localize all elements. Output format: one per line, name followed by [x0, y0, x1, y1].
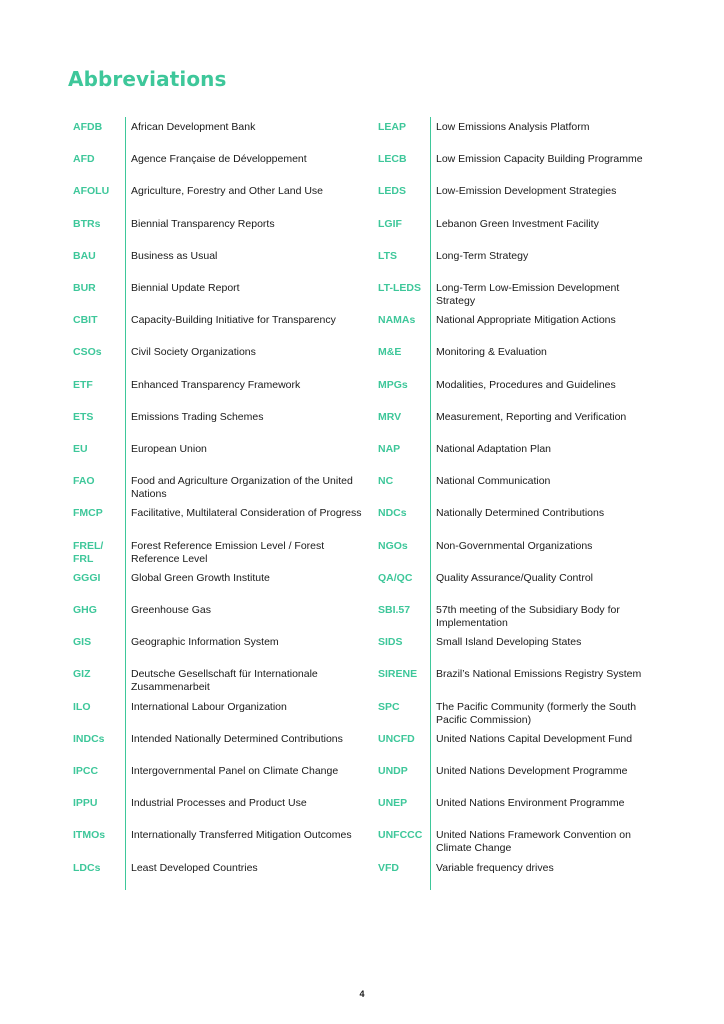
abbreviation-term: FMCP	[73, 507, 103, 520]
abbreviation-definition: Least Developed Countries	[131, 861, 258, 874]
abbreviation-term: MPGs	[378, 378, 408, 391]
abbreviation-term: AFOLU	[73, 185, 110, 198]
abbreviations-left-column	[68, 117, 363, 890]
abbreviation-definition: Enhanced Transparency Framework	[131, 378, 301, 391]
abbreviation-definition: Capacity-Building Initiative for Transparency	[131, 314, 336, 327]
abbreviation-definition: Variable frequency drives	[436, 861, 554, 874]
abbreviation-entry	[68, 793, 363, 825]
abbreviation-definition: 57th meeting of the Subsidiary Body for Implementation	[436, 604, 620, 629]
abbreviation-entry	[373, 342, 658, 374]
abbreviation-definition: Low Emission Capacity Building Programme	[436, 153, 643, 166]
abbreviation-definition: Quality Assurance/Quality Control	[436, 571, 593, 584]
abbreviation-definition: Monitoring & Evaluation	[436, 346, 547, 359]
abbreviation-entry	[68, 214, 363, 246]
abbreviation-entry	[68, 407, 363, 439]
abbreviation-term: NC	[378, 475, 394, 488]
abbreviation-entry	[68, 825, 363, 857]
abbreviation-term: SIDS	[378, 636, 403, 649]
abbreviation-definition: Nationally Determined Contributions	[436, 507, 605, 520]
abbreviation-definition: Business as Usual	[131, 249, 218, 262]
abbreviation-entry	[68, 858, 363, 890]
abbreviation-term: INDCs	[73, 732, 105, 745]
abbreviation-entry	[68, 761, 363, 793]
abbreviation-entry	[373, 149, 658, 181]
abbreviation-definition: United Nations Framework Convention on Climate Change	[436, 829, 631, 855]
abbreviation-entry	[373, 536, 658, 568]
abbreviation-definition: Deutsche Gesellschaft für Internationale Zusammenarbeit	[131, 668, 318, 694]
abbreviation-term: UNFCCC	[378, 829, 423, 842]
abbreviation-definition: Emissions Trading Schemes	[131, 410, 264, 423]
abbreviation-definition: Internationally Transferred Mitigation Outcomes	[131, 829, 352, 842]
abbreviation-term: BAU	[73, 249, 96, 262]
abbreviation-entry	[373, 246, 658, 278]
abbreviation-definition: Non-Governmental Organizations	[436, 539, 593, 552]
abbreviation-term: SPC	[378, 700, 400, 713]
abbreviation-entry	[373, 278, 658, 310]
abbreviation-term: NDCs	[378, 507, 407, 520]
abbreviation-entry	[373, 697, 658, 729]
abbreviation-term: IPCC	[73, 765, 99, 777]
abbreviation-definition: Lebanon Green Investment Facility	[436, 217, 599, 230]
abbreviation-entry	[373, 664, 658, 696]
abbreviation-entry	[68, 568, 363, 600]
abbreviation-definition: Facilitative, Multilateral Consideration of Progress	[131, 507, 362, 520]
abbreviation-entry	[373, 214, 658, 246]
abbreviation-term: LDCs	[73, 861, 101, 874]
abbreviation-definition: National Communication	[436, 475, 551, 488]
abbreviation-term: EU	[73, 443, 88, 455]
page-number: 4	[359, 989, 365, 999]
abbreviation-definition: Low Emissions Analysis Platform	[436, 121, 590, 133]
abbreviation-term: GIZ	[73, 668, 91, 681]
abbreviation-entry	[68, 503, 363, 535]
abbreviation-term: UNDP	[378, 765, 408, 777]
abbreviation-entry	[68, 181, 363, 213]
abbreviation-term: LECB	[378, 153, 407, 166]
abbreviation-definition: Global Green Growth Institute	[131, 571, 270, 584]
abbreviation-entry	[68, 664, 363, 696]
abbreviation-entry	[68, 439, 363, 471]
abbreviation-definition: Intended Nationally Determined Contributions	[131, 732, 343, 745]
abbreviation-term: ETF	[73, 378, 93, 391]
abbreviation-definition: National Adaptation Plan	[436, 443, 552, 455]
abbreviation-definition: Biennial Update Report	[131, 282, 240, 294]
abbreviation-entry	[373, 568, 658, 600]
abbreviation-entry	[373, 600, 658, 632]
abbreviation-entry	[373, 117, 658, 149]
abbreviation-entry	[68, 278, 363, 310]
abbreviation-entry	[68, 471, 363, 503]
abbreviation-definition: Forest Reference Emission Level / Forest Reference Level	[131, 539, 325, 565]
abbreviation-definition: Agriculture, Forestry and Other Land Use	[131, 185, 324, 198]
abbreviation-definition: United Nations Capital Development Fund	[436, 732, 633, 745]
abbreviation-definition: Intergovernmental Panel on Climate Change	[131, 765, 339, 777]
abbreviation-term: FAO	[73, 475, 95, 488]
abbreviations-right-column	[373, 117, 658, 890]
page-title: Abbreviations	[68, 67, 227, 91]
abbreviation-definition: Brazil’s National Emissions Registry System	[436, 668, 642, 681]
abbreviation-entry	[373, 407, 658, 439]
abbreviation-definition: Small Island Developing States	[436, 636, 582, 649]
abbreviation-entry	[68, 600, 363, 632]
abbreviation-term: QA/QC	[378, 571, 413, 584]
abbreviation-entry	[68, 246, 363, 278]
abbreviation-term: ILO	[73, 700, 91, 713]
abbreviation-definition: Food and Agriculture Organization of the United Nations	[131, 475, 353, 501]
abbreviation-entry	[373, 471, 658, 503]
abbreviation-term: BUR	[73, 282, 96, 294]
abbreviation-definition: United Nations Development Programme	[436, 765, 628, 777]
abbreviation-term: SIRENE	[378, 668, 418, 681]
abbreviation-definition: Measurement, Reporting and Verification	[436, 410, 627, 423]
abbreviation-definition: Biennial Transparency Reports	[131, 217, 275, 230]
abbreviation-term: NAP	[378, 443, 401, 455]
abbreviation-definition: European Union	[131, 443, 207, 455]
abbreviation-definition: Low-Emission Development Strategies	[436, 185, 617, 198]
abbreviation-entry	[373, 729, 658, 761]
abbreviation-definition: African Development Bank	[131, 121, 256, 133]
abbreviation-entry	[373, 793, 658, 825]
abbreviation-entry	[68, 729, 363, 761]
abbreviation-term: GHG	[73, 604, 97, 616]
abbreviation-definition: Long-Term Strategy	[436, 249, 529, 262]
abbreviation-term: LGIF	[378, 217, 402, 230]
abbreviation-term: ETS	[73, 410, 94, 423]
abbreviation-entry	[373, 503, 658, 535]
abbreviation-definition: Greenhouse Gas	[131, 604, 211, 616]
abbreviation-term: M&E	[378, 346, 402, 359]
abbreviation-term: LEDS	[378, 185, 407, 198]
abbreviation-term: GGGI	[73, 571, 101, 584]
abbreviation-entry	[373, 858, 658, 890]
abbreviation-term: AFDB	[73, 121, 103, 133]
abbreviation-term: UNCFD	[378, 732, 415, 745]
abbreviation-term: SBI.57	[378, 604, 411, 616]
abbreviation-entry	[373, 181, 658, 213]
abbreviation-definition: International Labour Organization	[131, 700, 287, 713]
abbreviation-definition: Industrial Processes and Product Use	[131, 797, 307, 810]
abbreviation-entry	[68, 697, 363, 729]
abbreviation-entry	[68, 149, 363, 181]
abbreviation-term: UNEP	[378, 797, 408, 810]
abbreviation-entry	[373, 375, 658, 407]
abbreviation-entry	[373, 310, 658, 342]
abbreviation-term: LT-LEDS	[378, 282, 421, 294]
abbreviation-term: AFD	[73, 153, 95, 166]
abbreviation-term: CSOs	[73, 346, 102, 359]
abbreviation-entry	[373, 825, 658, 857]
abbreviation-entry	[68, 342, 363, 374]
abbreviation-entry	[68, 536, 363, 568]
abbreviation-entry	[68, 310, 363, 342]
abbreviation-term: IPPU	[73, 797, 98, 810]
abbreviation-definition: Civil Society Organizations	[131, 346, 256, 359]
abbreviation-entry	[373, 761, 658, 793]
abbreviation-entry	[373, 439, 658, 471]
abbreviation-term: GIS	[73, 636, 92, 649]
abbreviation-definition: National Appropriate Mitigation Actions	[436, 314, 616, 327]
abbreviation-definition: Modalities, Procedures and Guidelines	[436, 378, 616, 391]
abbreviation-definition: Agence Française de Développement	[131, 153, 307, 166]
abbreviation-entry	[68, 117, 363, 149]
abbreviation-term: CBIT	[73, 314, 98, 327]
abbreviation-definition: Long-Term Low-Emission Development Strategy	[436, 282, 620, 307]
abbreviation-definition: Geographic Information System	[131, 636, 279, 649]
abbreviation-term: BTRs	[73, 217, 101, 230]
abbreviation-term: NGOs	[378, 539, 408, 552]
abbreviation-definition: The Pacific Community (formerly the South Pacific Commission)	[436, 700, 637, 726]
abbreviation-term: VFD	[378, 861, 399, 874]
abbreviation-entry	[68, 632, 363, 664]
abbreviation-term: LEAP	[378, 121, 407, 133]
abbreviation-entry	[373, 632, 658, 664]
abbreviation-term: NAMAs	[378, 314, 416, 327]
abbreviation-term: MRV	[378, 410, 402, 423]
abbreviation-term: LTS	[378, 249, 398, 262]
abbreviation-entry	[68, 375, 363, 407]
abbreviation-definition: United Nations Environment Programme	[436, 797, 625, 810]
abbreviation-term: ITMOs	[73, 829, 106, 842]
abbreviation-term: FREL/ FRL	[73, 539, 104, 565]
